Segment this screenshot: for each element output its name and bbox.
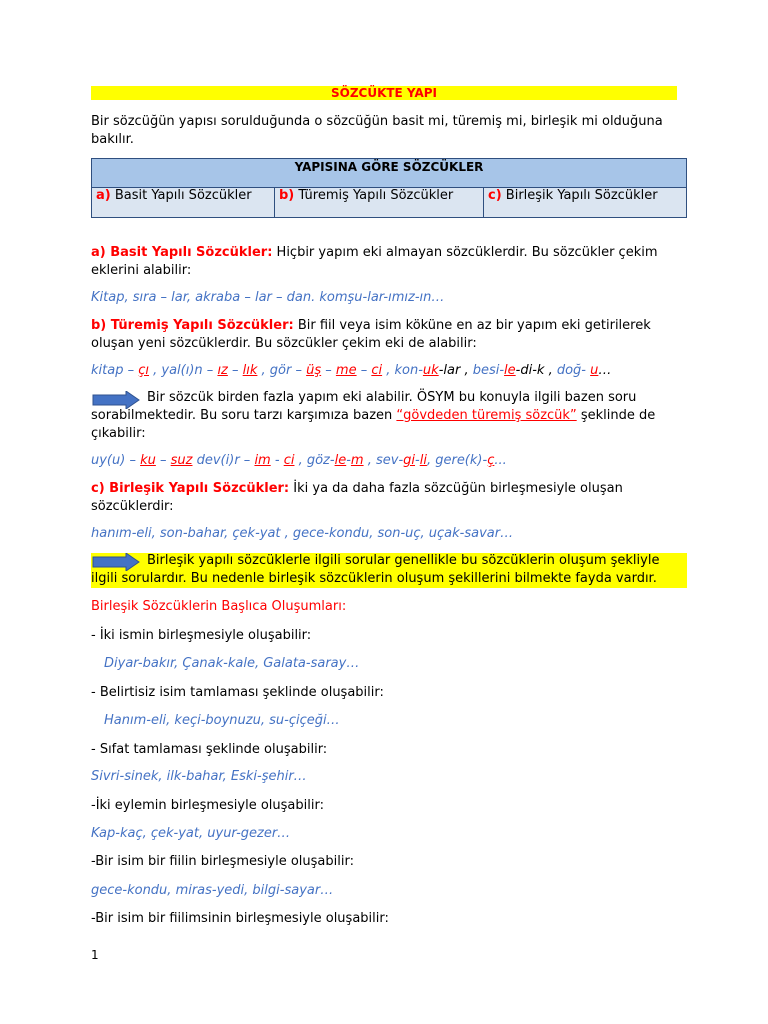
tureme-heading: b) Türemiş Yapılı Sözcükler: bbox=[91, 318, 294, 333]
olusum-rule: - İki ismin birleşmesiyle oluşabilir: bbox=[91, 628, 312, 643]
birlesik-note: Birleşik yapılı sözcüklerle ilgili sorular genellikle bu sözcüklerin oluşum şekliyle ilgili sorulardır. Bu nedenle birleşik sözcüklerin oluşum şekillerini bilmekte fayda vardır. bbox=[91, 553, 660, 586]
olusum-example: Kap-kaç, çek-yat, uyur-gezer… bbox=[91, 826, 291, 841]
intro-paragraph: Bir sözcüğün yapısı sorulduğunda o sözcüğün basit mi, türemiş mi, birleşik mi olduğuna bakılır. bbox=[91, 114, 663, 147]
tureme-example: kitap – çı , yal(ı)n – ız – lık , gör – üş – me – ci , kon-uk-lar , besi-le-di-k , doğ- u… bbox=[91, 363, 612, 378]
olusum-rule: - Sıfat tamlaması şeklinde oluşabilir: bbox=[91, 742, 328, 757]
olusum-example: Hanım-eli, keçi-boynuzu, su-çiçeği… bbox=[104, 713, 340, 728]
olusum-heading: Birleşik Sözcüklerin Başlıca Oluşumları: bbox=[91, 599, 347, 614]
olusum-rule: -İki eylemin birleşmesiyle oluşabilir: bbox=[91, 798, 324, 813]
basit-example: Kitap, sıra – lar, akraba – lar – dan. komşu-lar-ımız-ın… bbox=[91, 290, 445, 305]
olusum-rule: -Bir isim bir fiilimsinin birleşmesiyle oluşabilir: bbox=[91, 911, 389, 926]
tureme-section: b) Türemiş Yapılı Sözcükler: Bir fiil veya isim köküne en az bir yapım eki getirilerek oluşan yeni sözcüklerdir. Bu sözcükler çekim eki de alabilir: bbox=[91, 318, 651, 351]
table-header: YAPISINA GÖRE SÖZCÜKLER bbox=[92, 159, 687, 188]
birlesik-section: c) Birleşik Yapılı Sözcükler: İki ya da daha fazla sözcüğün birleşmesiyle oluşan sözcüklerdir: bbox=[91, 481, 623, 514]
basit-heading: a) Basit Yapılı Sözcükler: bbox=[91, 245, 273, 260]
birlesik-heading: c) Birleşik Yapılı Sözcükler: bbox=[91, 481, 290, 496]
basit-section: a) Basit Yapılı Sözcükler: Hiçbir yapım eki almayan sözcüklerdir. Bu sözcükler çekim eklerini alabilir: bbox=[91, 245, 658, 278]
olusum-example: Diyar-bakır, Çanak-kale, Galata-saray… bbox=[104, 656, 360, 671]
page-number: 1 bbox=[91, 948, 99, 962]
olusum-example: gece-kondu, miras-yedi, bilgi-sayar… bbox=[91, 883, 334, 898]
tureme-note: Bir sözcük birden fazla yapım eki alabilir. ÖSYM bu konuyla ilgili bazen soru sorabilmektedir. Bu soru tarzı karşımıza bazen “gövdeden türemiş sözcük” şeklinde de çıkabilir: bbox=[91, 390, 656, 441]
table-cell-basit: a) Basit Yapılı Sözcükler bbox=[92, 188, 275, 218]
tureme-example-2: uy(u) – ku – suz dev(i)r – im - ci , göz-le-m , sev-gi-li, gere(k)-ç... bbox=[91, 453, 507, 468]
structure-table bbox=[91, 158, 687, 218]
olusum-rule: - Belirtisiz isim tamlaması şeklinde oluşabilir: bbox=[91, 685, 384, 700]
table-cell-birlesik: c) Birleşik Yapılı Sözcükler bbox=[484, 188, 687, 218]
birlesik-example: hanım-eli, son-bahar, çek-yat , gece-kondu, son-uç, uçak-savar… bbox=[91, 526, 514, 541]
table-cell-tureme: b) Türemiş Yapılı Sözcükler bbox=[275, 188, 484, 218]
olusum-example: Sivri-sinek, ilk-bahar, Eski-şehir… bbox=[91, 769, 307, 784]
page-title: SÖZCÜKTE YAPI bbox=[91, 86, 677, 100]
olusum-rule: -Bir isim bir fiilin birleşmesiyle oluşabilir: bbox=[91, 854, 354, 869]
